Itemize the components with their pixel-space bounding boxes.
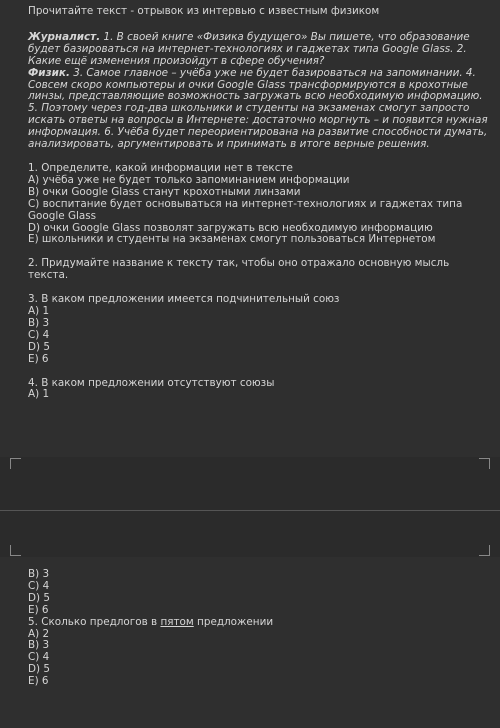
answer-option: A) 1 [28, 305, 50, 318]
page-title: Прочитайте текст - отрывок из интервью с известным физиком [28, 5, 380, 17]
answer-option: C) 4 [28, 579, 50, 592]
crop-corner-bottom-right [479, 545, 490, 556]
underlined-word: пятом [160, 615, 194, 628]
speaker-label: Журналист. [28, 30, 101, 43]
crop-corner-top-left [10, 458, 21, 469]
interview-dialogue [28, 32, 490, 151]
answer-option: E) школьники и студенты на экзаменах смогут пользоваться Интернетом [28, 233, 436, 246]
question-text: 1. Определите, какой информации нет в тексте [28, 161, 293, 174]
question-text-part: предложении [193, 615, 274, 628]
answer-option: C) воспитание будет основываться на интернет-технологиях и гаджетах типа Google Glass [28, 197, 463, 222]
continued-text-area [28, 569, 490, 688]
question-1 [28, 163, 490, 246]
paragraph-text: 3. Самое главное – учёба уже не будет базироваться на запоминании. 4. Совсем скоро компьютеры и очки Google Glass трансформируются в крохотные линзы, представляющие возможность загружать всю необходимую информацию. 5. Поэтому через год-два школьники и студенты на экзаменах смогут запросто искать ответы на вопросы в Интернете: достаточно моргнуть – и появится нужная информация. 6. Учёба будет переориентирована на развитие способности думать, анализировать, аргументировать и принимать в итоге верные решения. [28, 66, 488, 151]
answer-option: D) 5 [28, 591, 50, 604]
answer-option: A) 1 [28, 388, 50, 401]
page-divider [0, 510, 500, 511]
question-3 [28, 294, 490, 365]
answer-option: B) 3 [28, 639, 50, 652]
answer-option: A) 2 [28, 627, 50, 640]
answer-option: D) 5 [28, 340, 50, 353]
answer-option: C) 4 [28, 328, 50, 341]
paragraph-text: 1. В своей книге «Физика будущего» Вы пишете, что образование будет базироваться на интернет-технологиях и гаджетах типа Google Glass. 2. Какие ещё изменения произойдут в сфере обучения? [28, 30, 470, 67]
crop-corner-bottom-left [10, 545, 21, 556]
answer-option: B) 3 [28, 568, 50, 580]
answer-option: C) 4 [28, 651, 50, 664]
answer-option: E) 6 [28, 352, 49, 365]
crop-corner-top-right [479, 458, 490, 469]
question-4 [28, 378, 490, 402]
question-text: 4. В каком предложении отсутствуют союзы [28, 376, 275, 389]
speaker-label: Физик. [28, 66, 70, 79]
question-text-part: 5. Сколько предлогов в [28, 615, 161, 628]
physicist-paragraph [28, 68, 490, 151]
question-2 [28, 258, 490, 282]
answer-option: D) очки Google Glass позволят загружать всю необходимую информацию [28, 221, 433, 234]
main-text-area [28, 6, 490, 401]
answer-option: B) 3 [28, 316, 50, 329]
question-text: 3. В каком предложении имеется подчинительный союз [28, 293, 340, 306]
answer-option: E) 6 [28, 603, 49, 616]
journalist-paragraph [28, 32, 490, 68]
answer-option: E) 6 [28, 675, 49, 688]
answer-option: B) очки Google Glass станут крохотными линзами [28, 185, 301, 198]
answer-option: D) 5 [28, 663, 50, 676]
question-text: 2. Придумайте название к тексту так, чтобы оно отражало основную мысль текста. [28, 257, 450, 282]
question-5-text [28, 617, 490, 629]
answer-option: A) учёба уже не будет только запоминанием информации [28, 173, 350, 186]
